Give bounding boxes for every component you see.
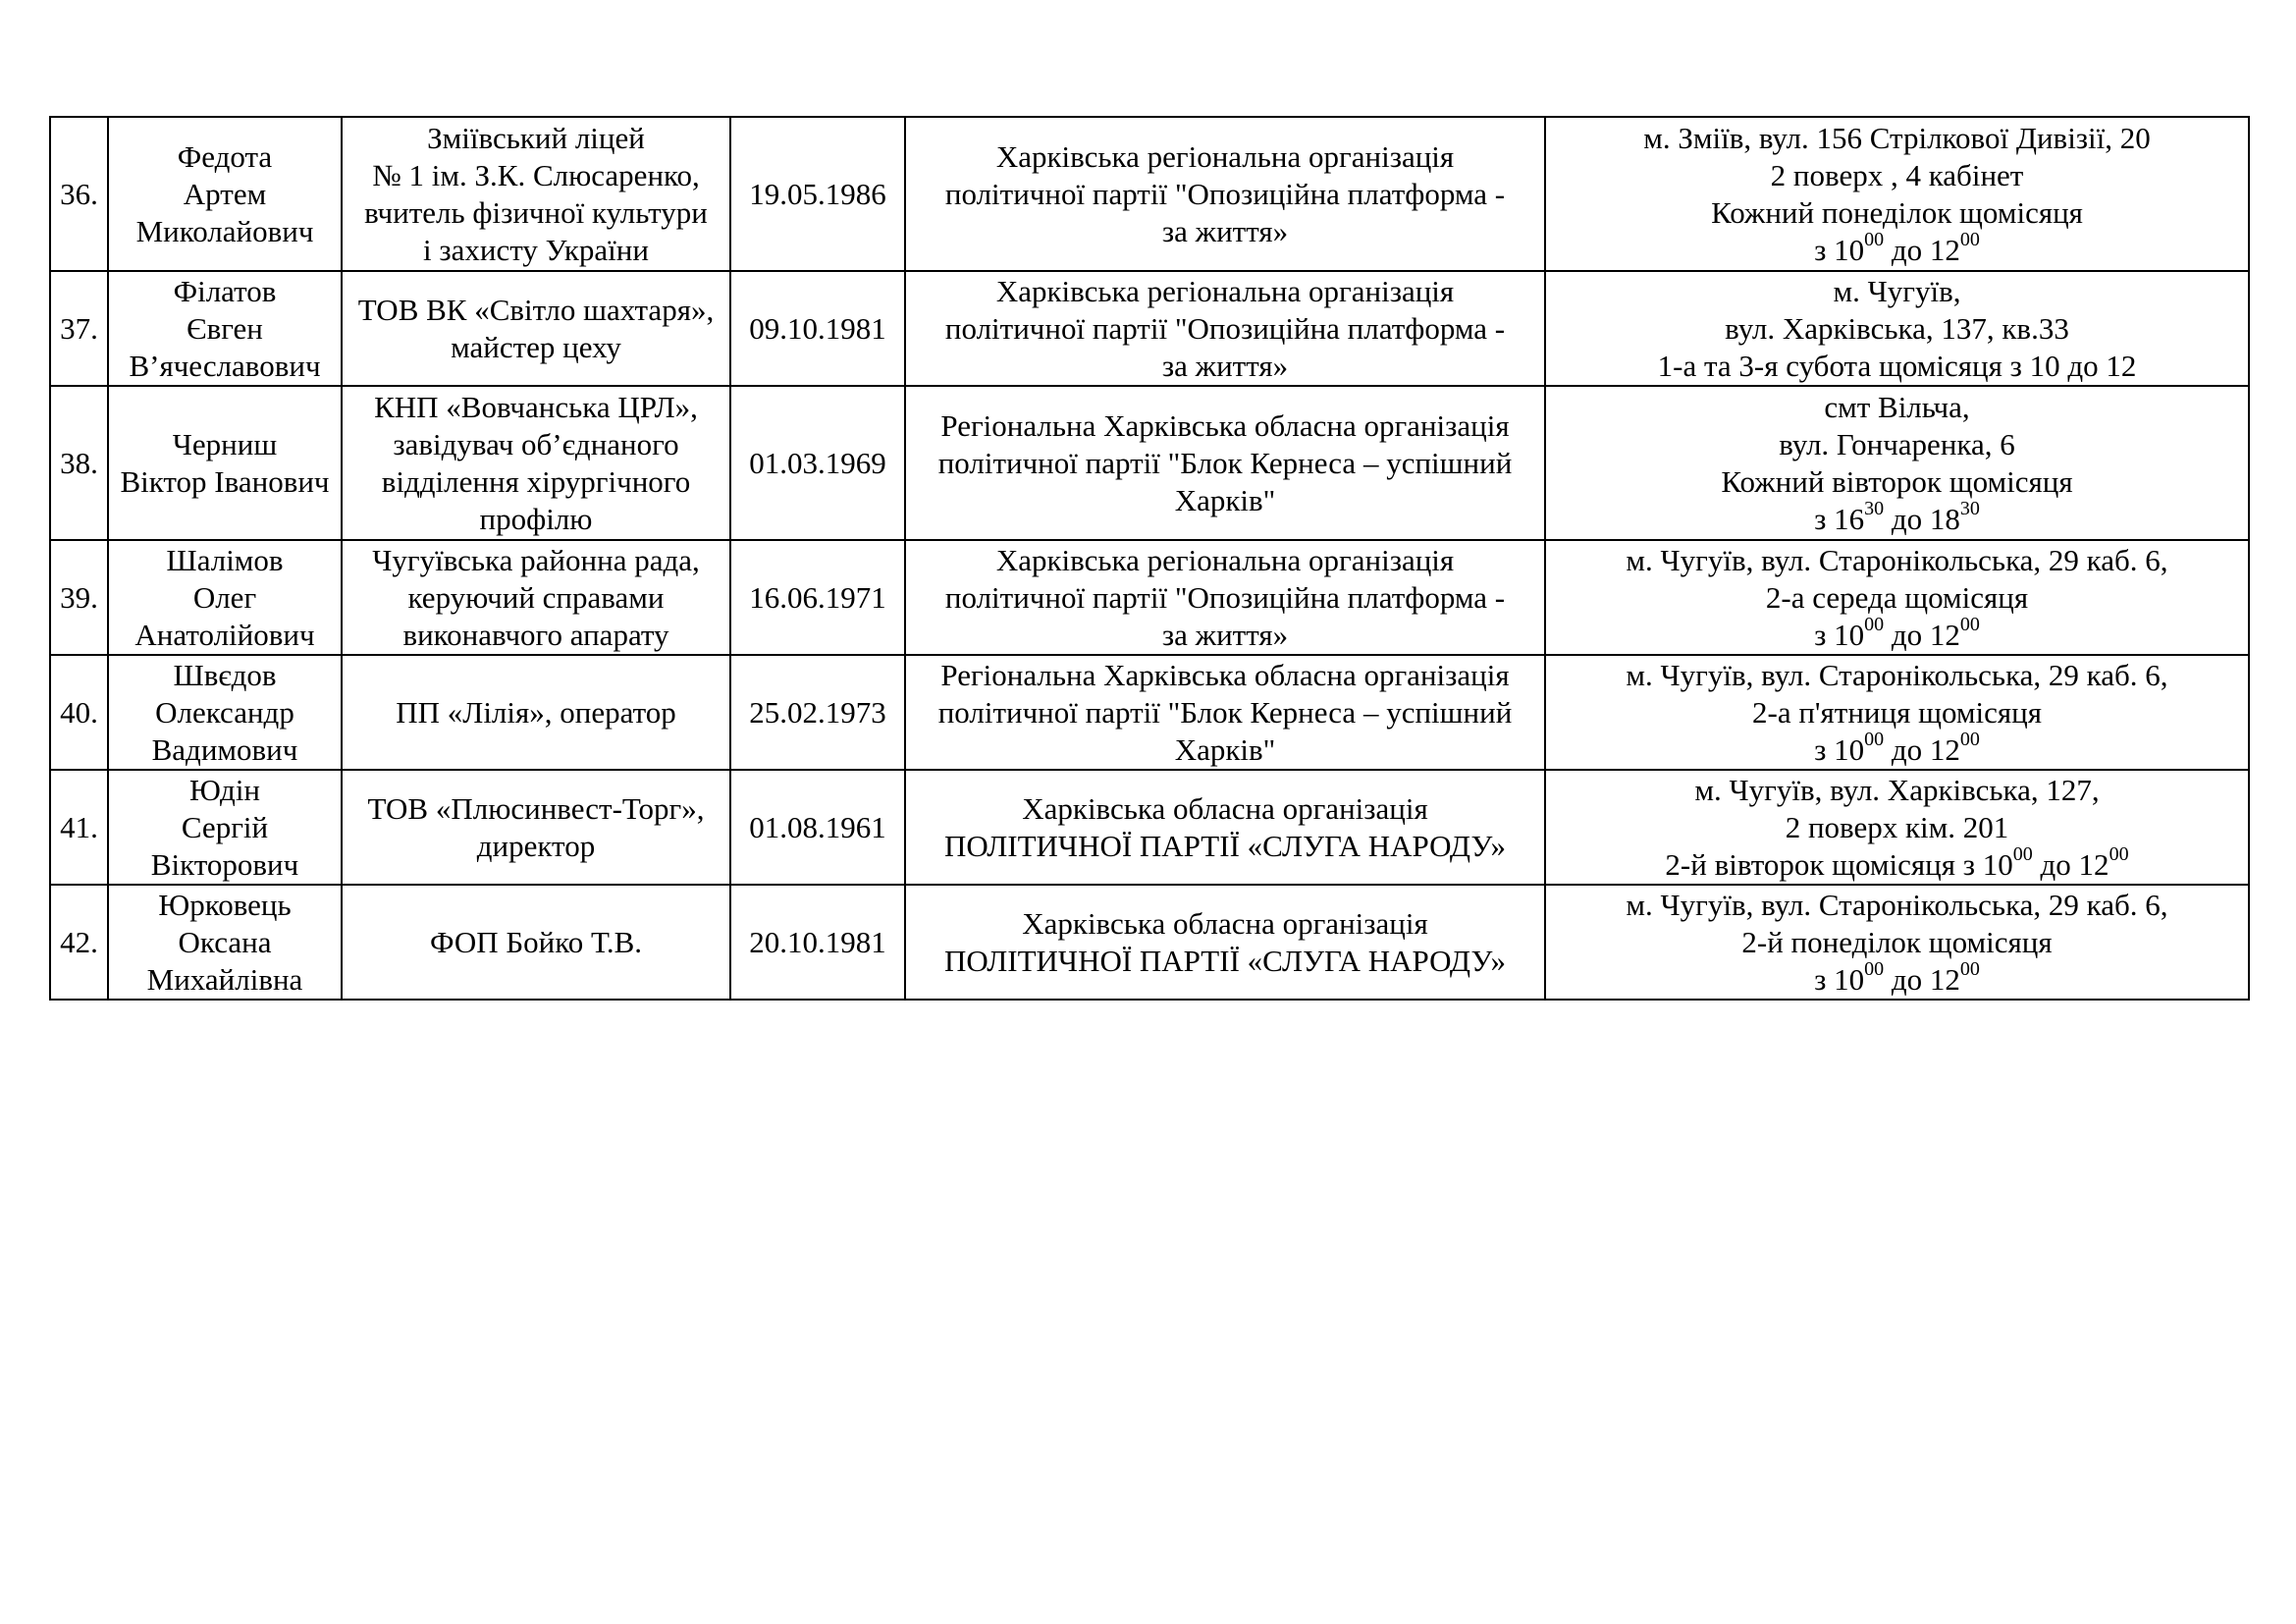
reception-line [1550,389,2244,426]
reception-line [1550,463,2244,501]
birth-date-cell: 25.02.1973 [730,655,905,770]
reception-time-minutes: 00 [1864,614,1885,636]
name-line: Філатов [173,273,277,308]
reception-text: Кожний понеділок щомісяця [1711,194,2083,230]
name-line: Анатолійович [134,617,315,652]
reception-time-minutes: 00 [1959,729,1980,751]
party-line: Харківська обласна організація [1022,905,1428,941]
reception-line [1550,498,2244,538]
party-cell [905,386,1545,540]
reception-time-minutes: 00 [1959,614,1980,636]
name-line: Вікторович [150,846,299,882]
reception-time-minutes: 00 [1864,729,1885,751]
name-cell [108,770,342,885]
name-cell [108,386,342,540]
reception-time-prefix: з 10 [1814,731,1865,767]
party-line: Харківська обласна організація [1022,790,1428,826]
reception-time-minutes: 00 [1959,958,1980,981]
party-line: Харківська регіональна організація [995,273,1455,308]
reception-time-mid: до 12 [2032,846,2109,882]
reception-text: м. Чугуїв, вул. Старонікольська, 29 каб. 6, [1626,887,2168,922]
reception-time-minutes: 00 [1959,229,1980,251]
name-line: Олександр [155,694,294,730]
reception-line [1550,194,2244,232]
name-line: Артем [183,176,267,211]
table-row [50,271,2249,386]
reception-time-minutes: 00 [1864,958,1885,981]
workplace-line: відділення хірургічного [381,463,691,499]
party-line: за життя» [1161,348,1289,383]
workplace-line: майстер цеху [451,329,621,364]
birth-date-cell: 01.03.1969 [730,386,905,540]
reception-line [1550,614,2244,654]
reception-text: Кожний вівторок щомісяця [1721,463,2073,499]
birth-date-cell: 19.05.1986 [730,117,905,271]
reception-text: м. Чугуїв, вул. Харківська, 127, [1694,772,2100,807]
reception-line [1550,273,2244,310]
name-line: Юдін [188,772,261,807]
table-row [50,540,2249,655]
reception-line [1550,809,2244,846]
name-cell [108,540,342,655]
reception-text: м. Зміїв, вул. 156 Стрілкової Дивізії, 20 [1643,120,2151,155]
table-body [50,117,2249,1000]
reception-time-minutes: 00 [1864,229,1885,251]
workplace-cell [342,655,730,770]
reception-text: 2 поверх , 4 кабінет [1770,157,2024,192]
row-number-cell: 41. [50,770,108,885]
name-line: Євген [187,310,263,346]
reception-line [1550,348,2244,385]
workplace-cell [342,540,730,655]
workplace-cell [342,117,730,271]
reception-text: вул. Гончаренка, 6 [1779,426,2015,461]
reception-line [1550,157,2244,194]
reception-line [1550,887,2244,924]
workplace-line: КНП «Вовчанська ЦРЛ», [374,389,698,424]
row-number-cell: 36. [50,117,108,271]
name-cell [108,117,342,271]
table-row [50,386,2249,540]
row-number-cell: 39. [50,540,108,655]
table-row [50,885,2249,1000]
reception-time-minutes: 00 [2012,843,2033,866]
reception-line [1550,310,2244,348]
reception-time-prefix: з 10 [1814,232,1865,267]
name-line: Олег [192,579,257,615]
workplace-line: і захисту України [423,232,649,267]
reception-time-mid: до 12 [1884,617,1960,652]
reception-time-mid: до 18 [1884,501,1960,536]
workplace-cell [342,271,730,386]
party-cell [905,271,1545,386]
reception-text: 1-а та 3-я субота щомісяця з 10 до 12 [1657,348,2137,383]
reception-line [1550,958,2244,999]
name-line: Швєдов [173,657,277,692]
reception-cell [1545,885,2249,1000]
reception-text: м. Чугуїв, вул. Старонікольська, 29 каб. 6, [1626,542,2168,577]
row-number-cell: 40. [50,655,108,770]
party-line: політичної партії "Блок Кернеса – успішний [937,445,1513,480]
reception-line [1550,924,2244,961]
reception-time-prefix: з 10 [1814,961,1865,997]
name-line: Вадимович [151,731,298,767]
reception-time-minutes: 00 [2109,843,2129,866]
party-line: Харків" [1174,482,1276,517]
workplace-line: ТОВ ВК «Світло шахтаря», [357,292,715,327]
name-line: Михайлівна [146,961,303,997]
birth-date-cell: 16.06.1971 [730,540,905,655]
reception-line [1550,120,2244,157]
name-cell [108,885,342,1000]
reception-line [1550,579,2244,617]
reception-text: 2-й понеділок щомісяця [1741,924,2053,959]
reception-line [1550,657,2244,694]
reception-text: смт Вільча, [1824,389,1970,424]
birth-date-cell: 01.08.1961 [730,770,905,885]
reception-time-mid: до 12 [1884,731,1960,767]
reception-text: вул. Харківська, 137, кв.33 [1725,310,2069,346]
party-line: за життя» [1161,213,1289,248]
workplace-cell [342,386,730,540]
reception-cell [1545,655,2249,770]
reception-cell [1545,386,2249,540]
name-line: Миколайович [135,213,314,248]
party-cell [905,117,1545,271]
reception-time-mid: до 12 [1884,232,1960,267]
party-cell [905,655,1545,770]
name-cell [108,655,342,770]
reception-text: 2 поверх кім. 201 [1785,809,2009,844]
reception-line [1550,426,2244,463]
reception-line [1550,694,2244,731]
row-number-cell: 37. [50,271,108,386]
reception-text: м. Чугуїв, вул. Старонікольська, 29 каб. 6, [1626,657,2168,692]
workplace-line: ПП «Лілія», оператор [396,694,676,730]
reception-cell [1545,117,2249,271]
workplace-line: директор [476,828,596,863]
name-line: Черниш [172,426,278,461]
name-line: Віктор Іванович [120,463,330,499]
reception-time-prefix: з 10 [1814,617,1865,652]
party-line: ПОЛІТИЧНОЇ ПАРТІЇ «СЛУГА НАРОДУ» [944,943,1506,978]
workplace-cell [342,885,730,1000]
table-row [50,117,2249,271]
party-line: ПОЛІТИЧНОЇ ПАРТІЇ «СЛУГА НАРОДУ» [944,828,1506,863]
party-line: політичної партії "Опозиційна платформа - [944,310,1506,346]
name-line: Шалімов [166,542,284,577]
reception-text: 2-а п'ятниця щомісяця [1752,694,2042,730]
workplace-line: вчитель фізичної культури [364,194,708,230]
party-line: за життя» [1161,617,1289,652]
party-line: політичної партії "Опозиційна платформа - [944,176,1506,211]
name-cell [108,271,342,386]
name-line: Оксана [178,924,272,959]
party-cell [905,770,1545,885]
workplace-cell [342,770,730,885]
name-line: Федота [177,138,273,174]
reception-cell [1545,540,2249,655]
birth-date-cell: 20.10.1981 [730,885,905,1000]
party-line: Харків" [1174,731,1276,767]
workplace-line: № 1 ім. З.К. Слюсаренко, [372,157,700,192]
birth-date-cell: 09.10.1981 [730,271,905,386]
party-line: політичної партії "Блок Кернеса – успішний [937,694,1513,730]
reception-time-mid: до 12 [1884,961,1960,997]
name-line: В’ячеславович [129,348,321,383]
workplace-line: Зміївський ліцей [427,120,645,155]
workplace-line: завідувач об’єднаного [393,426,679,461]
reception-line [1550,229,2244,269]
party-line: Харківська регіональна організація [995,542,1455,577]
party-cell [905,885,1545,1000]
reception-text: 2-а середа щомісяця [1765,579,2029,615]
party-cell [905,540,1545,655]
party-line: Регіональна Харківська обласна організація [940,657,1510,692]
table-row [50,655,2249,770]
name-line: Сергій [181,809,269,844]
party-line: політичної партії "Опозиційна платформа - [944,579,1506,615]
workplace-line: ФОП Бойко Т.В. [429,924,643,959]
reception-text: м. Чугуїв, [1833,273,1961,308]
reception-line [1550,542,2244,579]
workplace-line: Чугуївська районна рада, [372,542,700,577]
workplace-line: ТОВ «Плюсинвест-Торг», [367,790,705,826]
reception-time-prefix: 2-й вівторок щомісяця з 10 [1665,846,2013,882]
reception-time-minutes: 30 [1864,498,1885,520]
reception-line [1550,843,2244,884]
reception-time-prefix: з 16 [1814,501,1865,536]
name-line: Юрковець [158,887,292,922]
reception-cell [1545,770,2249,885]
party-line: Регіональна Харківська обласна організація [940,407,1510,443]
row-number-cell: 38. [50,386,108,540]
party-line: Харківська регіональна організація [995,138,1455,174]
reception-time-minutes: 30 [1959,498,1980,520]
reception-line [1550,772,2244,809]
deputies-table [49,116,2250,1001]
workplace-line: керуючий справами [407,579,665,615]
row-number-cell: 42. [50,885,108,1000]
reception-cell [1545,271,2249,386]
workplace-line: виконавчого апарату [402,617,669,652]
reception-line [1550,731,2244,769]
table-row [50,770,2249,885]
workplace-line: профілю [479,501,593,536]
